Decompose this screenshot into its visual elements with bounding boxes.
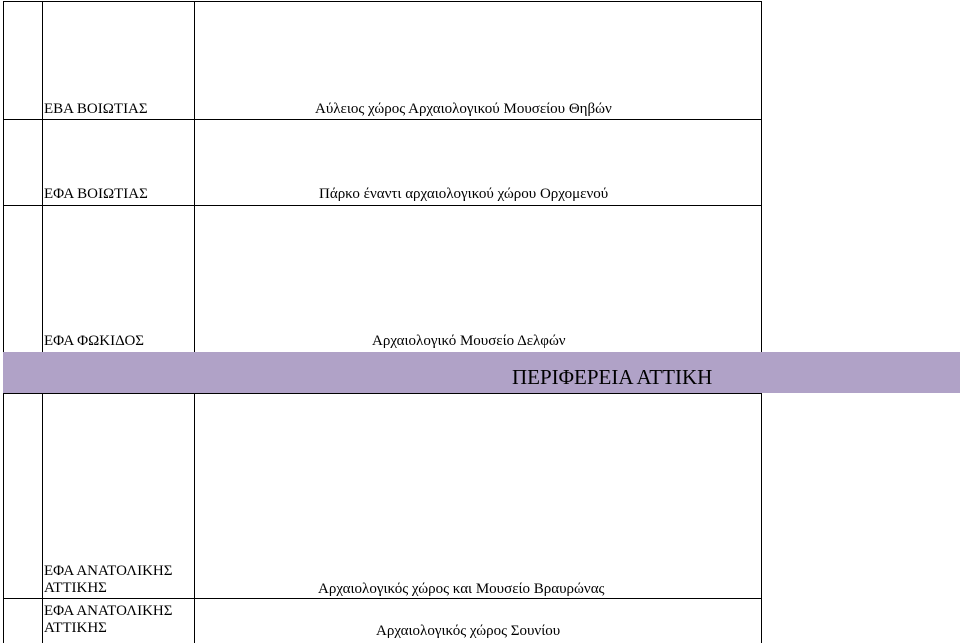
row-3-authority: ΕΦΑ ΦΩΚΙΔΟΣ bbox=[44, 333, 145, 349]
row-5-site: Αρχαιολογικός χώρος Σουνίου bbox=[376, 623, 561, 639]
row-divider-1 bbox=[3, 119, 762, 120]
region-header-title: ΠΕΡΙΦΕΡΕΙΑ ΑΤΤΙΚΗ bbox=[512, 365, 713, 389]
row-1-site: Αύλειος χώρος Αρχαιολογικού Μουσείου Θηβών bbox=[315, 101, 612, 117]
row-divider-2 bbox=[3, 205, 762, 206]
table-border-right bbox=[761, 1, 762, 352]
bottom-border-right bbox=[761, 393, 762, 643]
bottom-row-divider bbox=[3, 598, 762, 599]
bottom-column-divider-1 bbox=[42, 393, 43, 643]
table-border-left bbox=[3, 1, 4, 352]
row-1-authority: ΕΒΑ ΒΟΙΩΤΙΑΣ bbox=[44, 101, 148, 117]
row-3-site: Αρχαιολογικό Μουσείο Δελφών bbox=[372, 333, 566, 349]
row-4-authority: ΕΦΑ ΑΝΑΤΟΛΙΚΗΣ ΑΤΤΙΚΗΣ bbox=[44, 563, 173, 596]
region-header-band bbox=[3, 352, 960, 393]
column-divider-1 bbox=[42, 1, 43, 352]
row-4-site: Αρχαιολογικός χώρος και Μουσείο Βραυρώνας bbox=[318, 581, 605, 597]
row-5-authority: ΕΦΑ ΑΝΑΤΟΛΙΚΗΣ ΑΤΤΙΚΗΣ bbox=[44, 603, 173, 636]
bottom-border-top bbox=[3, 393, 762, 394]
column-divider-2 bbox=[194, 1, 195, 352]
row-2-site: Πάρκο έναντι αρχαιολογικού χώρου Ορχομενού bbox=[319, 186, 609, 202]
row-2-authority: ΕΦΑ ΒΟΙΩΤΙΑΣ bbox=[44, 186, 148, 202]
bottom-border-left bbox=[3, 393, 4, 643]
table-border-top bbox=[3, 1, 762, 2]
